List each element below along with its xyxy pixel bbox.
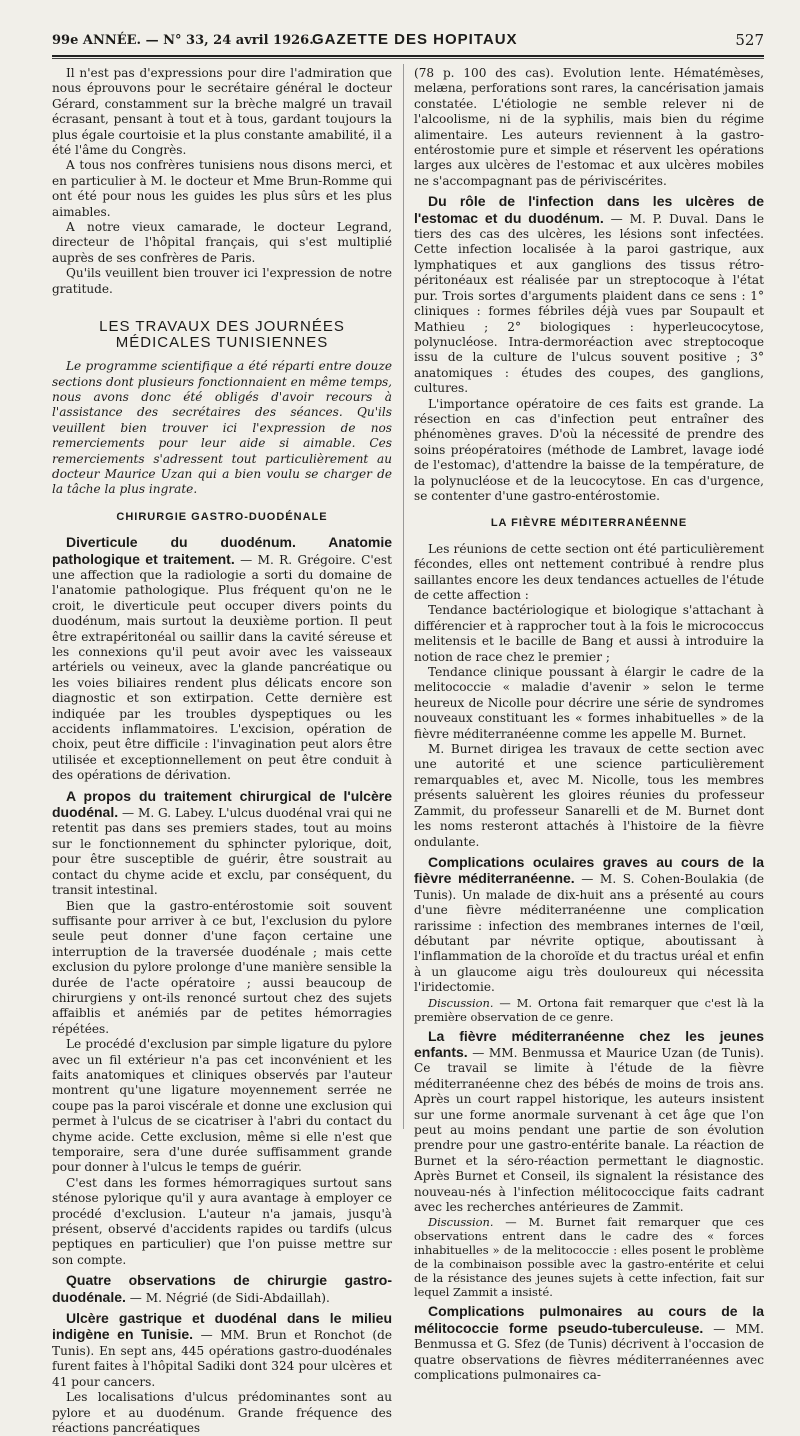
article-title: Du rôle de l'infection dans les ulcères de l'estomac et du duodénum. [414,193,764,226]
article-jeunes-enfants [414,1029,764,1216]
article-body: Un malade de dix-huit ans a présenté au cours d'une fièvre méditerranéenne une complication rarissime : infection des membranes internes de l'œil, débutant par névrite optique, aboutissant à l'inflammation de la choroïde et du tractus uréal et enfin à un glaucome aigu très douloureux qui nécessita l'iridectomie. [414,887,764,995]
paragraph: M. Burnet dirigea les travaux de cette section avec une autorité et une science particulièrement remarquables et, avec M. Nicolle, tous les membres présents saluèrent les gloires réunies du professeur Zammit, du professeur Sanarelli et de M. Burnet dont les noms resteront attachés à l'histoire de la fièvre ondulante. [414,742,764,849]
article-body: L'ulcus duodénal vrai qui ne retentit pas dans ses premiers stades, tout au moins sur le fonctionnement du sphincter pylorique, doit, pour être susceptible de guérir, être soustrait au contact du chyme acide et exclu, par conséquent, du transit intestinal. [52,806,392,898]
section-title: LES TRAVAUX DES JOURNÉES MÉDICALES TUNISIENNES [99,318,345,352]
discussion-body: — M. Ortona fait remarquer que c'est là la première observation de ce genre. [414,995,764,1024]
paragraph: A tous nos confrères tunisiens nous disons merci, et en particulier à M. le docteur et Mme Brun-Romme qui ont été pour nous les guides les plus sûrs et les plus aimables. [52,158,392,219]
paragraph: Le procédé d'exclusion par simple ligature du pylore avec un fil extérieur n'a pas cet inconvénient et les faits anatomiques et cliniques observés par l'auteur montrent qu'une ligature moyennement serrée ne coupe pas la paroi viscérale et donne une exclusion qui permet à l'ulcus de se cicatriser à l'abri du contact du chyme acide. Cette exclusion, même si elle n'est que temporaire, sera d'une durée suffisamment grande pour donner à l'ulcus le temps de guérir. [52,1037,392,1175]
article-title: Ulcère gastrique et duodénal dans le milieu indigène en Tunisie. [52,1310,392,1343]
paragraph: Les localisations d'ulcus prédominantes sont au pylore et au duodénum. Grande fréquence des réactions pancréatiques [52,1390,392,1435]
paragraph: C'est dans les formes hémorragiques surtout sans sténose pylorique qu'il y aura avantage à employer ce procédé d'exclusion. L'auteur n'a jamais, jusqu'à présent, observé d'accidents rapides ou tardifs (ulcus peptiques en particulier) que l'on puisse mettre sur son compte. [52,1175,392,1267]
article-title: Diverticule du duodénum. Anatomie pathologique et traitement. [52,534,392,567]
discussion-body: — M. Burnet fait remarquer que ces observations entrent dans le cadre des « forces inhabituelles » de la melitococcie : elles posent le problème de la combinaison possible avec la gastro-entérite et celui de la résistance des jeunes sujets à cette infection, fait sur lequel Zammit a insisté. [414,1215,764,1300]
paragraph: Tendance clinique poussant à élargir le cadre de la melitococcie « maladie d'avenir » selon le terme heureux de Nicolle pour décrire une série de syndromes nouveaux constituant les « formes inhabituelles » de la fièvre méditerranéenne comme les appelle M. Burnet. [414,665,764,741]
discussion-label: Discussion. [428,1215,494,1230]
article-title: A propos du traitement chirurgical de l'ulcère duodénal. [52,787,392,821]
article-body: En sept ans, 445 opérations gastro-duodénales furent faites à l'hôpital Sadiki dont 324 pour ulcères et 41 pour cancers. [52,1343,392,1389]
issue-info: 99e ANNÉE. — N° 33, 24 avril 1926. [52,33,314,48]
article-title: La fièvre méditerranéenne chez les jeunes enfants. [414,1027,764,1060]
discussion [414,1215,764,1299]
paragraph: Il n'est pas d'expressions pour dire l'admiration que nous éprouvons pour le secrétaire général le docteur Gérard, constamment sur la brèche malgré un travail écrasant, pensant à tout et à tous, gardant toujours la plus égale courtoisie et la plus constante amabilité, il a été l'âme du Congrès. [52,66,392,158]
subsection-title: LA FIÈVRE MÉDITERRANÉENNE [490,517,688,530]
article-title: Complications pulmonaires au cours de la mélitococcie forme pseudo-tuberculeuse. [414,1303,764,1336]
page-header [52,27,764,57]
right-column [414,66,764,1383]
article-body: décrivent à l'occasion de quatre observations de fièvres méditerranéennes avec complications pulmonaires ca- [414,1337,764,1383]
section-intro: Le programme scientifique a été réparti entre douze sections dont plusieurs fonctionnaient en même temps, nous avons donc été obligés d'avoir recours à l'assistance des secrétaires des séances. Qu'ils veuillent bien trouver ici l'expression de nos remerciements pour leur aide si aimable. Ces remerciements s'adressent tout particulièrement au docteur Maurice Uzan qui a bien voulu se charger de la tâche la plus ingrate. [52,359,392,497]
subsection-title: CHIRURGIE GASTRO-DUODÉNALE [116,510,328,523]
paragraph: Bien que la gastro-entérostomie soit souvent suffisante pour arriver à ce but, l'exclusion du pylore seule peut donner d'une façon certaine une interruption de la traversée duodénale ; mais cette exclusion du pylore prolonge d'une manière sensible la durée de l'acte opératoire ; aussi beaucoup de chirurgiens y ont-ils renoncé surtout chez des sujets affaiblis et anémiés par de petites hémorragies répétées. [52,898,392,1036]
article-author: — MM. Brun et Ronchot (de Tunis). [52,1328,392,1358]
article-author: — M. Négrié (de Sidi-Abdaillah). [129,1290,330,1305]
article-body: Dans le tiers des cas des ulcères, les lésions sont infectées. Cette infection localisée à la paroi gastrique, aux lymphatiques et aux ganglions des tissus rétro-péritonéaux est réalisée par un streptocoque à l'état pur. Trois sortes d'arguments plaident dans ce sens : 1° cliniques : formes fébriles déjà vues par Soupault et Mathieu ; 2° biologiques : hyperleucocytose, polynucléose. Intra-dermoréaction avec streptocoque issu de la culture de l'ulcus souvent positive ; 3° anatomiques : études des coupes, des ganglions, cultures. [414,211,764,396]
article-ulcere-duodenal [52,789,392,899]
article-quatre-observations [52,1273,392,1306]
paragraph: (78 p. 100 des cas). Evolution lente. Hématémèses, melæna, perforations sont rares, la cancérisation jamais constatée. L'étiologie ne semble relever ni de l'alcoolisme, ni de la syphilis, mais bien du régime alimentaire. Les auteurs reviennent à la gastro-entérostomie pure et simple et réservent les opérations larges aux ulcères de l'estomac et aux ulcères mobiles ne s'accompagnant pas de périviscérites. [414,66,764,188]
article-author: — M. R. Grégoire. [240,552,356,567]
article-title: Quatre observations de chirurgie gastro-duodénale. [52,1272,392,1305]
paragraph: A notre vieux camarade, le docteur Legrand, directeur de l'hôpital français, qui s'est multiplié auprès de ses confrères de Paris. [52,220,392,265]
article-author: — M. P. Duval. [610,211,709,226]
paragraph: L'importance opératoire de ces faits est grande. La résection en cas d'infection peut entraîner des phénomènes graves. D'où la nécessité de prendre des soins préopératoires (méthode de Lambret, lavage iodé de l'estomac), d'attendre la baisse de la température, de la polynucléose et de la leucocytose. En cas d'urgence, se contenter d'une gastro-entérostomie. [414,396,764,503]
journal-title: GAZETTE DES HOPITAUX [312,31,518,48]
discussion-label: Discussion. [428,995,494,1010]
paragraph: Les réunions de cette section ont été particulièrement fécondes, elles ont nettement contribué à rendre plus saillantes encore les deux tendances actuelles de l'étude de cette affection : [414,541,764,602]
left-column [52,66,392,1436]
header-rule [52,58,764,59]
article-ulcere-tunisie [52,1311,392,1390]
article-body: C'est une affection que la radiologie a sorti du domaine de l'anatomie pathologique. Plus fréquent qu'on ne le croit, le diverticule peut occuper divers points du duodénum, mais surtout la deuxième portion. Il peut être extrapéritonéal ou saillir dans la cavité séreuse et les connexions qu'il peut avoir avec les vaisseaux artériels ou veineux, avec la glande pancréatique ou les voies biliaires rendent plus délicats encore son diagnostic et son extirpation. Cette dernière est indiquée par les troubles dyspeptiques ou les accidents inflammatoires. L'excision, opération de choix, peut être difficile : l'invagination peut alors être utilisée et exceptionnellement on peut être conduit à des opérations de dérivation. [52,552,392,783]
article-title: Complications oculaires graves au cours de la fièvre méditerranéenne. [414,853,764,887]
paragraph: Tendance bactériologique et biologique s'attachant à différencier et à rapprocher tout à la fois le micrococcus melitensis et le bacille de Bang et aussi à introduire la notion de race chez le premier ; [414,603,764,664]
article-diverticule [52,535,392,784]
article-complications-pulmonaires [414,1304,764,1383]
article-complications-oculaires [414,855,764,996]
paragraph: Qu'ils veuillent bien trouver ici l'expression de notre gratitude. [52,266,392,296]
article-infection [414,194,764,396]
article-author: — MM. Benmussa et G. Sfez (de Tunis) [414,1321,764,1352]
article-body: Ce travail se limite à l'étude de la fièvre méditerranéenne chez des bébés de moins de trois ans. Après un court rappel historique, les auteurs insistent sur une forme anormale survenant à cet âge que l'on peut au moins pendant une partie de son évolution prendre pour une gastro-entérite banale. La réaction de Burnet et la séro-réaction permettant le diagnostic. Après Burnet et Conseil, ils signalent la résistance des nouveau-nés à l'infection mélitococcique faits cadrant avec les recherches antérieures de Zammit. [414,1061,764,1215]
discussion [414,996,764,1024]
page-number: 527 [735,31,764,49]
article-author: — M. G. Labey. [122,806,215,821]
article-author: — M. S. Cohen-Boulakia (de Tunis). [414,872,764,902]
column-divider [403,64,404,1129]
article-author: — MM. Benmussa et Maurice Uzan (de Tunis). [472,1045,764,1060]
